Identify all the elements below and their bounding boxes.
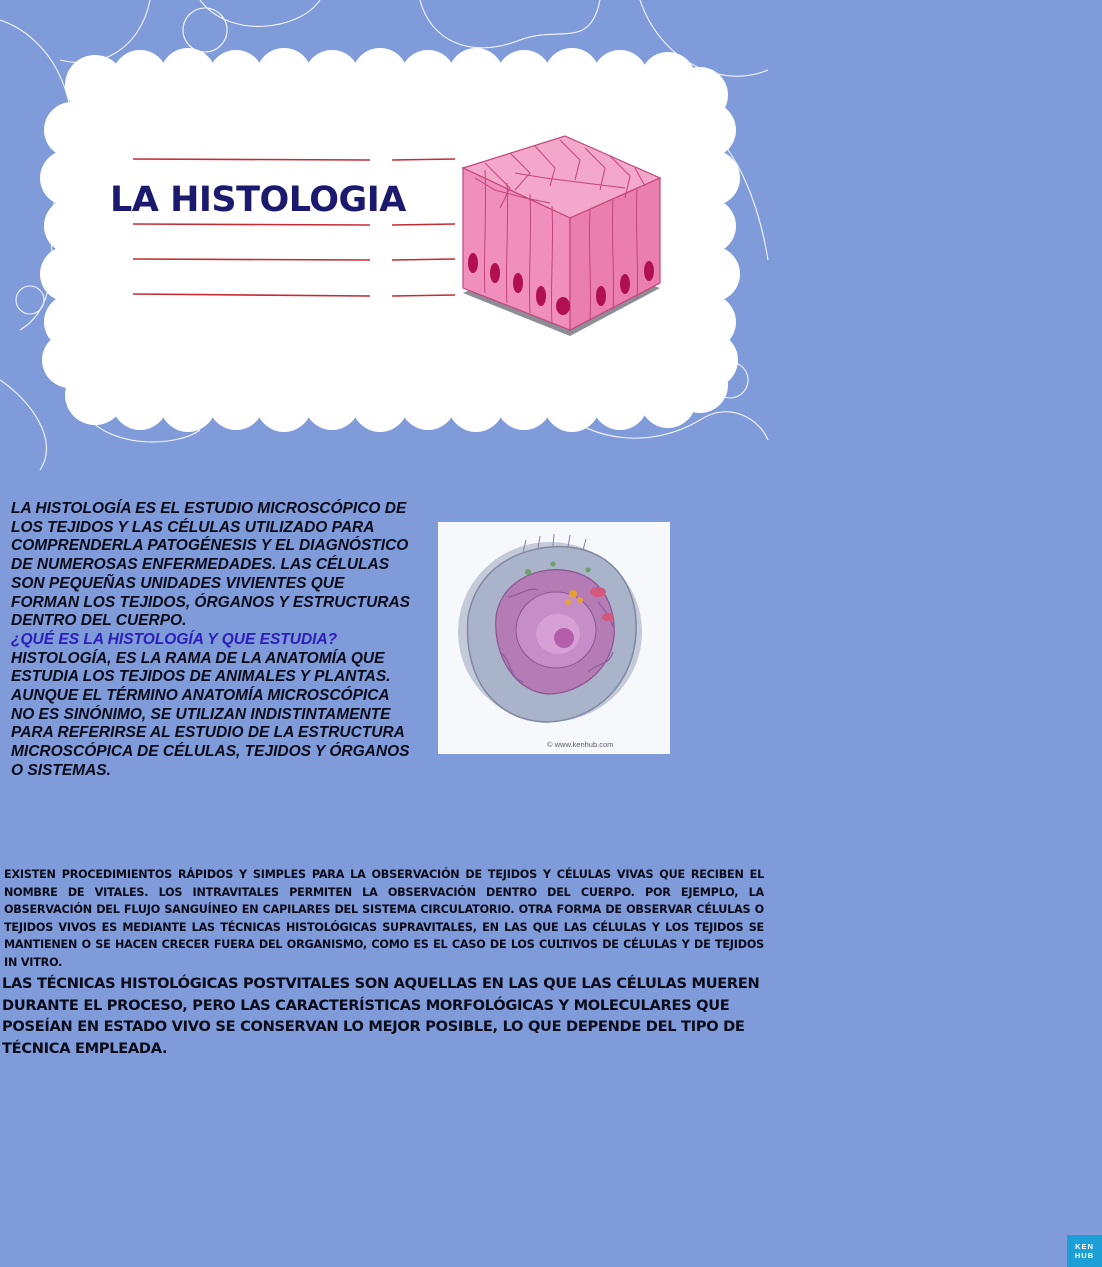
badge-line1: KEN — [1075, 1242, 1094, 1251]
cell-illustration — [438, 522, 1095, 1260]
cell-drawing — [438, 522, 670, 754]
badge-line2: HUB — [1074, 1251, 1095, 1260]
intro-answer: HISTOLOGÍA, ES LA RAMA DE LA ANATOMÍA QUE ESTUDIA LOS TEJIDOS DE ANIMALES Y PLANTAS. AUNQUE EL TÉRMINO ANATOMÍA MICROSCÓPICA NO ES SINÓNIMO, SE UTILIZAN INDISTINTAMENTE PARA REFERIRSE AL ESTUDIO DE LA ESTRUCTURA MICROSCÓPICA DE CÉLULAS, TEJIDOS Y ÓRGANOS O SISTEMAS. — [11, 649, 410, 779]
kenhub-badge — [1067, 1235, 1102, 1267]
intro-text — [11, 500, 416, 781]
image-credit: © www.kenhub.com — [547, 740, 614, 749]
intro-paragraph: LA HISTOLOGÍA ES EL ESTUDIO MICROSCÓPICO DE LOS TEJIDOS Y LAS CÉLULAS UTILIZADO PARA COMPRENDERLA PATOGÉNESIS Y EL DIAGNÓSTICO DE NUMEROSAS ENFERMEDADES. LAS CÉLULAS SON PEQUEÑAS UNIDADES VIVIENTES QUE FORMAN LOS TEJIDOS, ÓRGANOS Y ESTRUCTURAS DENTRO DEL CUERPO. — [11, 500, 411, 630]
postvital-techniques-paragraph: LAS TÉCNICAS HISTOLÓGICAS POSTVITALES SON AQUELLAS EN LAS QUE LAS CÉLULAS MUEREN DURANTE EL PROCESO, PERO LAS CARACTERÍSTICAS MORFOLÓGICAS Y MOLECULARES QUE POSEÍAN EN ESTADO VIVO SE CONSERVAN LO MEJOR POSIBLE, LO QUE DEPENDE DEL TIPO DE TÉCNICA EMPLEADA. — [2, 975, 760, 1057]
intro-question: ¿QUÉ ES LA HISTOLOGÍA Y QUE ESTUDIA? — [11, 630, 338, 648]
vital-techniques-paragraph: EXISTEN PROCEDIMIENTOS RÁPIDOS Y SIMPLES PARA LA OBSERVACIÓN DE TEJIDOS Y CÉLULAS VIVAS QUE RECIBEN EL NOMBRE DE VITALES. LOS INTRAVITALES PERMITEN LA OBSERVACIÓN DENTRO DEL CUERPO. POR EJEMPLO, LA OBSERVACIÓN DEL FLUJO SANGUÍNEO EN CAPILARES DEL SISTEMA CIRCULATORIO. OTRA FORMA DE OBSERVAR CÉLULAS O TEJIDOS VIVOS ES MEDIANTE LAS TÉCNICAS HISTOLÓGICAS SUPRAVITALES, EN LAS QUE LAS CÉLULAS Y LOS TEJIDOS SE MANTIENEN O SE HACEN CRECER FUERA DEL ORGANISMO, COMO ES EL CASO DE LOS CULTIVOS DE CÉLULAS Y DE TEJIDOS IN VITRO. — [4, 868, 764, 969]
epithelium-illustration — [455, 128, 665, 343]
page-title: LA HISTOLOGIA — [110, 180, 406, 220]
